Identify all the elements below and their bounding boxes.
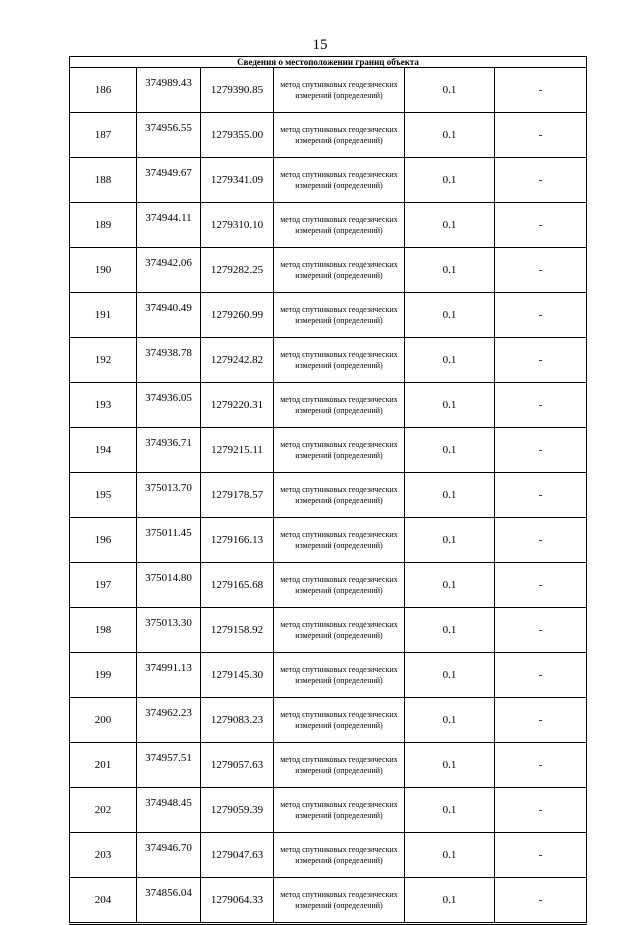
table-body: [70, 68, 587, 924]
x-coordinate-cell: 374942.06: [137, 248, 201, 293]
boundary-coordinates-table: [69, 56, 587, 925]
note-cell: -: [495, 878, 587, 924]
table-row: [70, 383, 587, 428]
y-coordinate-cell: 1279260.99: [201, 293, 274, 338]
y-coordinate-cell: 1279064.33: [201, 878, 274, 924]
y-coordinate-cell: 1279165.68: [201, 563, 274, 608]
y-coordinate-cell: 1279158.92: [201, 608, 274, 653]
y-coordinate-cell: 1279057.63: [201, 743, 274, 788]
x-coordinate-cell: 374938.78: [137, 338, 201, 383]
point-number-cell: 189: [70, 203, 137, 248]
table-row: [70, 788, 587, 833]
note-cell: -: [495, 698, 587, 743]
point-number-cell: 187: [70, 113, 137, 158]
point-number-cell: 201: [70, 743, 137, 788]
accuracy-cell: 0.1: [405, 653, 495, 698]
accuracy-cell: 0.1: [405, 113, 495, 158]
table-row: [70, 698, 587, 743]
y-coordinate-cell: 1279341.09: [201, 158, 274, 203]
table-title: Сведения о местоположении границ объекта: [70, 57, 587, 68]
y-coordinate-cell: 1279145.30: [201, 653, 274, 698]
accuracy-cell: 0.1: [405, 878, 495, 924]
x-coordinate-cell: 374957.51: [137, 743, 201, 788]
point-number-cell: 188: [70, 158, 137, 203]
point-number-cell: 190: [70, 248, 137, 293]
point-number-cell: 194: [70, 428, 137, 473]
method-cell: метод спутниковых геодезических измерений (определений): [274, 608, 405, 653]
accuracy-cell: 0.1: [405, 788, 495, 833]
point-number-cell: 200: [70, 698, 137, 743]
y-coordinate-cell: 1279390.85: [201, 68, 274, 113]
method-cell: метод спутниковых геодезических измерений (определений): [274, 878, 405, 924]
method-cell: метод спутниковых геодезических измерений (определений): [274, 158, 405, 203]
point-number-cell: 195: [70, 473, 137, 518]
x-coordinate-cell: 374956.55: [137, 113, 201, 158]
y-coordinate-cell: 1279220.31: [201, 383, 274, 428]
point-number-cell: 197: [70, 563, 137, 608]
table-row: [70, 563, 587, 608]
x-coordinate-cell: 374944.11: [137, 203, 201, 248]
x-coordinate-cell: 374962.23: [137, 698, 201, 743]
x-coordinate-cell: 374949.67: [137, 158, 201, 203]
note-cell: -: [495, 743, 587, 788]
x-coordinate-cell: 374948.45: [137, 788, 201, 833]
note-cell: -: [495, 788, 587, 833]
table-row: [70, 743, 587, 788]
accuracy-cell: 0.1: [405, 203, 495, 248]
note-cell: -: [495, 158, 587, 203]
table-row: [70, 878, 587, 924]
method-cell: метод спутниковых геодезических измерений (определений): [274, 383, 405, 428]
point-number-cell: 204: [70, 878, 137, 924]
x-coordinate-cell: 374989.43: [137, 68, 201, 113]
x-coordinate-cell: 375014.80: [137, 563, 201, 608]
y-coordinate-cell: 1279178.57: [201, 473, 274, 518]
note-cell: -: [495, 518, 587, 563]
table-row: [70, 293, 587, 338]
accuracy-cell: 0.1: [405, 833, 495, 878]
accuracy-cell: 0.1: [405, 698, 495, 743]
method-cell: метод спутниковых геодезических измерений (определений): [274, 698, 405, 743]
method-cell: метод спутниковых геодезических измерений (определений): [274, 518, 405, 563]
y-coordinate-cell: 1279059.39: [201, 788, 274, 833]
accuracy-cell: 0.1: [405, 293, 495, 338]
table-row: [70, 158, 587, 203]
note-cell: -: [495, 653, 587, 698]
point-number-cell: 191: [70, 293, 137, 338]
table-row: [70, 68, 587, 113]
table-row: [70, 518, 587, 563]
method-cell: метод спутниковых геодезических измерений (определений): [274, 833, 405, 878]
note-cell: -: [495, 293, 587, 338]
y-coordinate-cell: 1279282.25: [201, 248, 274, 293]
y-coordinate-cell: 1279166.13: [201, 518, 274, 563]
method-cell: метод спутниковых геодезических измерений (определений): [274, 743, 405, 788]
x-coordinate-cell: 375011.45: [137, 518, 201, 563]
accuracy-cell: 0.1: [405, 158, 495, 203]
x-coordinate-cell: 374940.49: [137, 293, 201, 338]
table-row: [70, 833, 587, 878]
note-cell: -: [495, 338, 587, 383]
point-number-cell: 193: [70, 383, 137, 428]
method-cell: метод спутниковых геодезических измерений (определений): [274, 203, 405, 248]
note-cell: -: [495, 68, 587, 113]
accuracy-cell: 0.1: [405, 338, 495, 383]
y-coordinate-cell: 1279310.10: [201, 203, 274, 248]
table-row: [70, 113, 587, 158]
table-row: [70, 653, 587, 698]
table-row: [70, 338, 587, 383]
method-cell: метод спутниковых геодезических измерений (определений): [274, 248, 405, 293]
table-title-row: [70, 57, 587, 68]
method-cell: метод спутниковых геодезических измерений (определений): [274, 428, 405, 473]
method-cell: метод спутниковых геодезических измерений (определений): [274, 293, 405, 338]
method-cell: метод спутниковых геодезических измерений (определений): [274, 473, 405, 518]
y-coordinate-cell: 1279355.00: [201, 113, 274, 158]
accuracy-cell: 0.1: [405, 743, 495, 788]
note-cell: -: [495, 203, 587, 248]
point-number-cell: 186: [70, 68, 137, 113]
accuracy-cell: 0.1: [405, 383, 495, 428]
point-number-cell: 196: [70, 518, 137, 563]
method-cell: метод спутниковых геодезических измерений (определений): [274, 563, 405, 608]
y-coordinate-cell: 1279047.63: [201, 833, 274, 878]
note-cell: -: [495, 473, 587, 518]
method-cell: метод спутниковых геодезических измерений (определений): [274, 338, 405, 383]
note-cell: -: [495, 113, 587, 158]
note-cell: -: [495, 563, 587, 608]
note-cell: -: [495, 248, 587, 293]
point-number-cell: 203: [70, 833, 137, 878]
x-coordinate-cell: 375013.70: [137, 473, 201, 518]
table-row: [70, 248, 587, 293]
point-number-cell: 192: [70, 338, 137, 383]
method-cell: метод спутниковых геодезических измерений (определений): [274, 113, 405, 158]
x-coordinate-cell: 374936.05: [137, 383, 201, 428]
point-number-cell: 199: [70, 653, 137, 698]
table-row: [70, 473, 587, 518]
y-coordinate-cell: 1279242.82: [201, 338, 274, 383]
note-cell: -: [495, 383, 587, 428]
table-row: [70, 203, 587, 248]
note-cell: -: [495, 833, 587, 878]
accuracy-cell: 0.1: [405, 428, 495, 473]
accuracy-cell: 0.1: [405, 563, 495, 608]
x-coordinate-cell: 374946.70: [137, 833, 201, 878]
accuracy-cell: 0.1: [405, 68, 495, 113]
table-row: [70, 608, 587, 653]
note-cell: -: [495, 428, 587, 473]
accuracy-cell: 0.1: [405, 248, 495, 293]
note-cell: -: [495, 608, 587, 653]
y-coordinate-cell: 1279215.11: [201, 428, 274, 473]
point-number-cell: 202: [70, 788, 137, 833]
accuracy-cell: 0.1: [405, 518, 495, 563]
page-number: 15: [312, 37, 328, 53]
accuracy-cell: 0.1: [405, 608, 495, 653]
table-row: [70, 428, 587, 473]
x-coordinate-cell: 374991.13: [137, 653, 201, 698]
method-cell: метод спутниковых геодезических измерений (определений): [274, 68, 405, 113]
x-coordinate-cell: 374856.04: [137, 878, 201, 924]
y-coordinate-cell: 1279083.23: [201, 698, 274, 743]
method-cell: метод спутниковых геодезических измерений (определений): [274, 653, 405, 698]
x-coordinate-cell: 375013.30: [137, 608, 201, 653]
accuracy-cell: 0.1: [405, 473, 495, 518]
point-number-cell: 198: [70, 608, 137, 653]
method-cell: метод спутниковых геодезических измерений (определений): [274, 788, 405, 833]
x-coordinate-cell: 374936.71: [137, 428, 201, 473]
